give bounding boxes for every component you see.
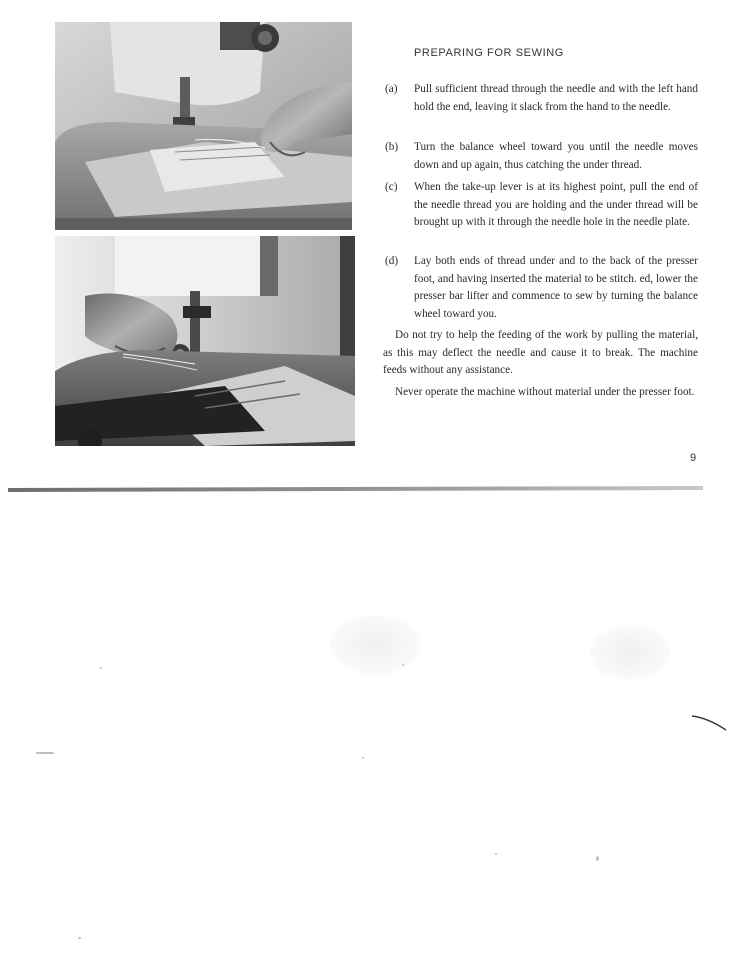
- step-letter: (d): [385, 255, 399, 267]
- step-d: [385, 253, 698, 323]
- pen-stroke-mark: [690, 712, 730, 732]
- scan-haze: [590, 625, 670, 680]
- scan-speck: [78, 937, 81, 939]
- scan-speck: [596, 856, 599, 861]
- caution-paragraph: Do not try to help the feeding of the work by pulling the material, as this may deflect the needle and cause it to break. The machine feeds without any assistance.: [383, 329, 698, 377]
- page-number: 9: [690, 452, 697, 464]
- step-text: When the take-up lever is at its highest point, pull the end of the needle thread you are holding and the under thread will be brought up with it through the needle hole in the needle plate.: [414, 181, 698, 229]
- step-text: Turn the balance wheel toward you until the needle moves down and up again, thus catching the under thread.: [414, 141, 698, 171]
- scan-speck: [402, 664, 404, 666]
- scan-speck: [362, 757, 364, 759]
- step-c: [385, 179, 698, 232]
- step-text: Pull sufficient thread through the needle and with the left hand hold the end, leaving it slack from the hand to the needle.: [414, 83, 698, 113]
- step-letter: (c): [385, 181, 398, 193]
- step-a: [385, 81, 698, 116]
- step-letter: (a): [385, 83, 398, 95]
- scan-edge-line: [8, 484, 703, 493]
- section-heading: PREPARING FOR SEWING: [414, 47, 564, 59]
- scan-speck: [100, 667, 102, 669]
- photo-pulling-thread-through-plate: [55, 236, 355, 446]
- scan-speck: [36, 752, 54, 754]
- step-b: [385, 139, 698, 174]
- step-text: Lay both ends of thread under and to the back of the presser foot, and having inserted the material to be stitch. ed, lower the presser bar lifter and commence to sew by turning the balance wheel toward you.: [414, 255, 698, 320]
- photo-holding-thread: [55, 22, 352, 230]
- step-letter: (b): [385, 141, 399, 153]
- scan-speck: [495, 853, 497, 855]
- warning-paragraph: Never operate the machine without material under the presser foot.: [395, 386, 695, 398]
- scan-haze: [330, 615, 420, 675]
